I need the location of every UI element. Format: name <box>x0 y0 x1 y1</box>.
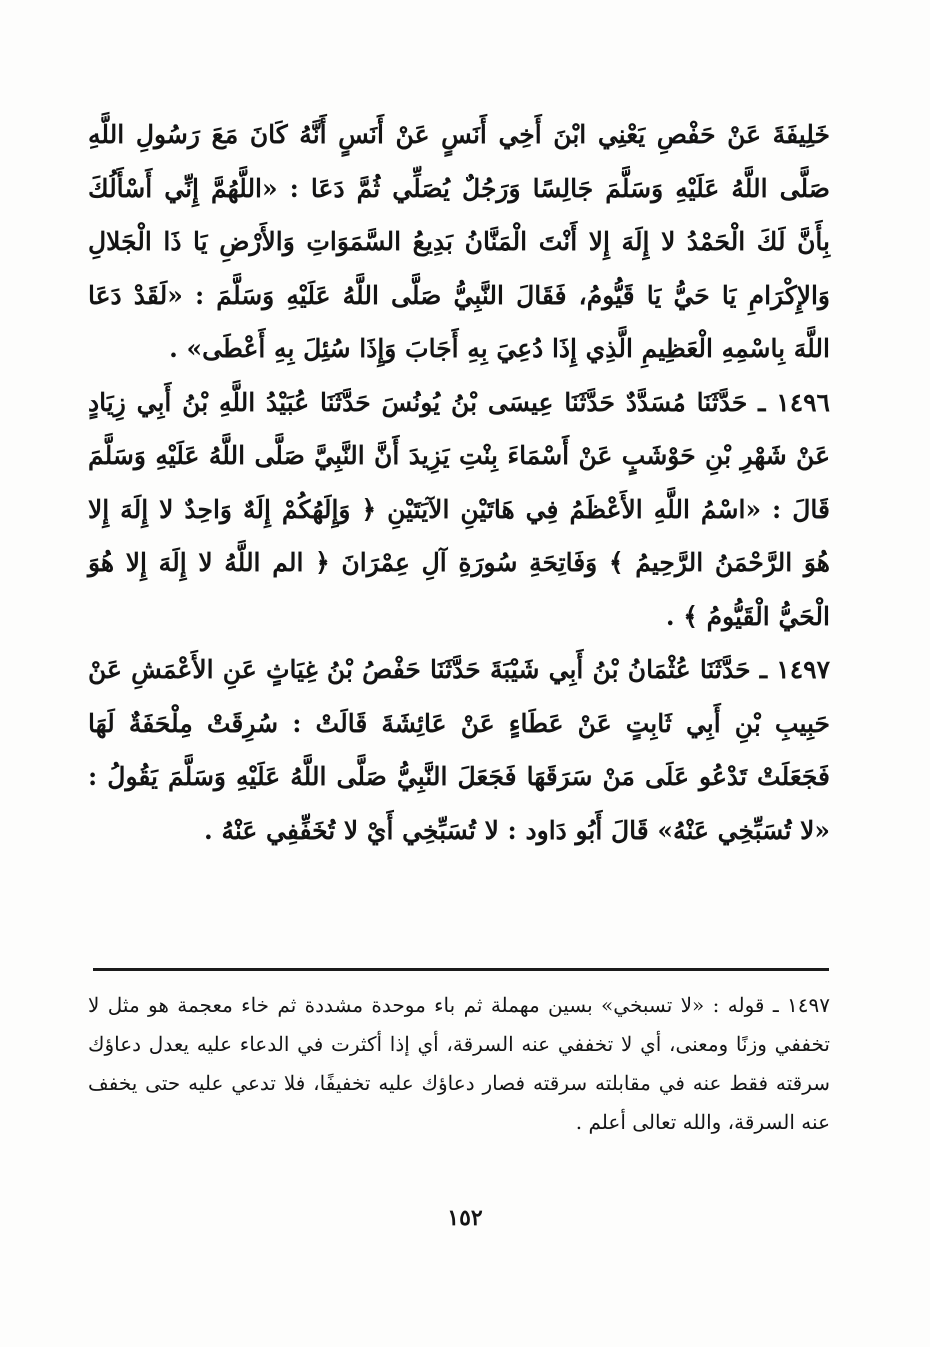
footnote-divider <box>93 968 829 971</box>
hadith-paragraph-continuation <box>88 108 830 376</box>
paragraph-text: ـ حَدَّثَنَا مُسَدَّدٌ حَدَّثَنَا عِيسَى بْنُ يُونُسَ حَدَّثَنَا عُبَيْدُ اللَّهِ بْنُ أَبِي زِيَادٍ عَنْ شَهْرِ بْنِ حَوْشَبٍ عَنْ أَسْمَاءَ بِنْتِ يَزِيدَ أَنَّ النَّبِيَّ صَلَّى اللَّهُ عَلَيْهِ وَسَلَّمَ قَالَ : «اسْمُ اللَّهِ الأَعْظَمُ فِي هَاتَيْنِ الآيَتَيْنِ ﴿ وَإِلَهُكُمْ إِلَهٌ وَاحِدٌ لا إِلَهَ إِلا هُوَ الرَّحْمَنُ الرَّحِيمُ ﴾ وَفَاتِحَةِ سُورَةِ آلِ عِمْرَانَ ﴿ الم اللَّهُ لا إِلَهَ إِلا هُوَ الْحَيُّ الْقَيُّومُ ﴾ . <box>88 387 830 631</box>
hadith-text-body <box>88 108 830 857</box>
hadith-paragraph-1497 <box>88 643 830 857</box>
hadith-number: ١٤٩٦ <box>776 387 830 417</box>
hadith-paragraph-1496 <box>88 376 830 644</box>
footnote-paragraph <box>88 986 830 1142</box>
footnote-text: ـ قوله : «لا تسبخي» بسين مهملة ثم باء موحدة مشددة ثم خاء معجمة هو مثل لا تخففي وزنًا ومعنى، أي لا تخففي عنه السرقة، أي إذا أكثرت في الدعاء عليه يعدل دعاؤك سرقته فقط عنه في مقابلته سرقته فصار دعاؤك عليه تخفيفًا، فلا تدعي عليه حتى يخفف عنه السرقة، والله تعالى أعلم . <box>88 993 830 1134</box>
footnote-number: ١٤٩٧ <box>787 993 830 1017</box>
hadith-number: ١٤٩٧ <box>776 655 830 684</box>
paragraph-text: خَلِيفَةَ عَنْ حَفْصِ يَعْنِي ابْنَ أَخِي أَنَسٍ عَنْ أَنَسٍ أَنَّهُ كَانَ مَعَ رَسُولِ اللَّهِ صَلَّى اللَّهُ عَلَيْهِ وَسَلَّمَ جَالِسًا وَرَجُلٌ يُصَلِّي ثُمَّ دَعَا : «اللَّهُمَّ إِنِّي أَسْأَلُكَ بِأَنَّ لَكَ الْحَمْدُ لا إِلَهَ إِلا أَنْتَ الْمَنَّانُ بَدِيعُ السَّمَوَاتِ وَالأَرْضِ يَا ذَا الْجَلالِ وَالإِكْرَامِ يَا حَيُّ يَا قَيُّومُ، فَقَالَ النَّبِيُّ صَلَّى اللَّهُ عَلَيْهِ وَسَلَّمَ : «لَقَدْ دَعَا اللَّهَ بِاسْمِهِ الْعَظِيمِ الَّذِي إِذَا دُعِيَ بِهِ أَجَابَ وَإِذَا سُئِلَ بِهِ أَعْطَى» . <box>88 120 830 363</box>
page-number: ١٥٢ <box>447 1205 483 1231</box>
paragraph-text: ـ حَدَّثَنَا عُثْمَانُ بْنُ أَبِي شَيْبَةَ حَدَّثَنَا حَفْصُ بْنُ غِيَاثٍ عَنِ الأَعْمَشِ عَنْ حَبِيبِ بْنِ أَبِي ثَابِتٍ عَنْ عَطَاءٍ عَنْ عَائِشَةَ قَالَتْ : سُرِقَتْ مِلْحَفَةٌ لَهَا فَجَعَلَتْ تَدْعُو عَلَى مَنْ سَرَقَهَا فَجَعَلَ النَّبِيُّ صَلَّى اللَّهُ عَلَيْهِ وَسَلَّمَ يَقُولُ : «لا تُسَبِّخِي عَنْهُ» قَالَ أَبُو دَاود : لا تُسَبِّخِي أَيْ لا تُخَفِّفِي عَنْهُ . <box>88 655 830 845</box>
footnote <box>88 986 830 1142</box>
